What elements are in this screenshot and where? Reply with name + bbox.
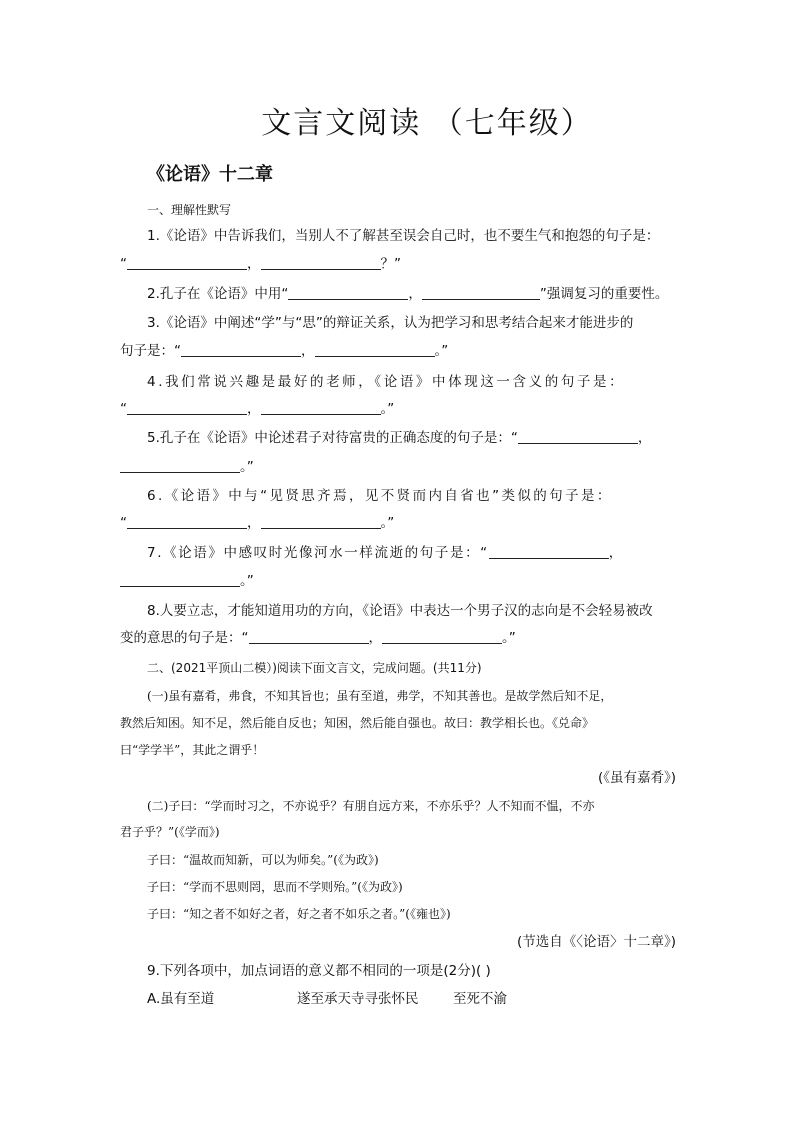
question-8-blanks: 变的意思的句子是：“ ， 。” xyxy=(120,630,516,646)
passage-2-source: (节选自《〈论语〉十二章》) xyxy=(516,934,676,950)
question-3-text: 3.《论语》中阐述“学”与“思”的辩证关系，认为把学习和思考结合起来才能进步的 xyxy=(147,315,634,331)
question-5-blanks: 。” xyxy=(120,457,676,477)
passage-1-line-1: (一)虽有嘉肴，弗食，不知其旨也；虽有至道，弗学，不知其善也。是故学然后知不足， xyxy=(147,689,613,703)
passage-2-line-3: 子曰：“温故而知新，可以为师矣。”(《为政》) xyxy=(147,853,379,867)
answer-blank[interactable] xyxy=(127,255,247,270)
passage-1-source: (《虽有嘉肴》) xyxy=(597,770,676,786)
answer-blank[interactable] xyxy=(382,629,502,644)
answer-blank[interactable] xyxy=(261,514,381,529)
question-4-blanks: “ ， 。” xyxy=(120,401,395,417)
question-5-text: 5.孔子在《论语》中论述君子对待富贵的正确态度的句子是：“ ， xyxy=(147,430,652,446)
question-1-blanks: “ ， ？” xyxy=(120,256,401,272)
option-a-item-1: A.虽有至道 xyxy=(147,991,215,1007)
option-a-item-3: 至死不渝 xyxy=(453,991,507,1007)
answer-blank[interactable] xyxy=(249,629,369,644)
part2-heading: 二、(2021平顶山二模）)阅读下面文言文，完成问题。(共11分) xyxy=(147,661,482,675)
answer-blank[interactable] xyxy=(489,544,609,559)
passage-1-line-3: 曰“学学半”，其此之谓乎！ xyxy=(120,743,265,757)
option-a-item-2: 遂至承天寺寻张怀民 xyxy=(297,991,419,1007)
question-3-blanks: 句子是：“ ， 。” xyxy=(120,343,449,359)
question-9-option-a xyxy=(147,989,676,1009)
answer-blank[interactable] xyxy=(288,285,408,300)
answer-blank[interactable] xyxy=(127,514,247,529)
question-1-text: 1.《论语》中告诉我们，当别人不了解甚至误会自己时，也不要生气和抱怨的句子是： xyxy=(147,228,660,244)
passage-2-line-5: 子曰：“知之者不如好之者，好之者不如乐之者。”(《雍也》) xyxy=(147,907,451,921)
answer-blank[interactable] xyxy=(261,255,381,270)
answer-blank[interactable] xyxy=(181,342,301,357)
question-9-text: 9.下列各项中，加点词语的意义都不相同的一项是(2分)( ) xyxy=(147,963,491,979)
question-6-blanks: “ ， 。” xyxy=(120,515,395,531)
question-7-text: 7.《论语》中感叹时光像河水一样流逝的句子是：“ ， xyxy=(147,545,624,561)
part1-heading: 一、理解性默写 xyxy=(147,203,232,217)
passage-2-line-2: 君子乎？”(《学而》) xyxy=(120,825,220,839)
answer-blank[interactable] xyxy=(261,400,381,415)
passage-1-line-2: 教然后知困。知不足，然后能自反也；知困，然后能自强也。故曰：教学相长也。《兑命》 xyxy=(120,716,595,730)
question-7-blanks: 。” xyxy=(120,571,676,591)
passage-2-line-1: (二)子曰：“学而时习之，不亦说乎？有朋自远方来，不亦乐乎？人不知而不愠，不亦 xyxy=(147,799,595,813)
answer-blank[interactable] xyxy=(422,285,540,300)
question-2: 2.孔子在《论语》中用“ ， ”强调复习的重要性。 xyxy=(147,286,669,302)
question-8-text: 8.人要立志，才能知道用功的方向，《论语》中表达一个男子汉的志向是不会轻易被改 xyxy=(147,603,653,619)
page-title: 文言文阅读 （七年级） xyxy=(261,106,593,141)
answer-blank[interactable] xyxy=(127,400,247,415)
section-title: 《论语》十二章 xyxy=(147,164,273,185)
question-6-text: 6.《论语》中与“见贤思齐焉，见不贤而内自省也”类似的句子是： xyxy=(147,488,613,504)
answer-blank[interactable] xyxy=(120,572,240,587)
answer-blank[interactable] xyxy=(315,342,435,357)
answer-blank[interactable] xyxy=(120,458,240,473)
passage-2-line-4: 子曰：“学而不思则罔，思而不学则殆。”(《为政》) xyxy=(147,880,403,894)
question-4-text: 4.我们常说兴趣是最好的老师，《论语》中体现这一含义的句子是： xyxy=(147,374,626,390)
answer-blank[interactable] xyxy=(518,429,638,444)
